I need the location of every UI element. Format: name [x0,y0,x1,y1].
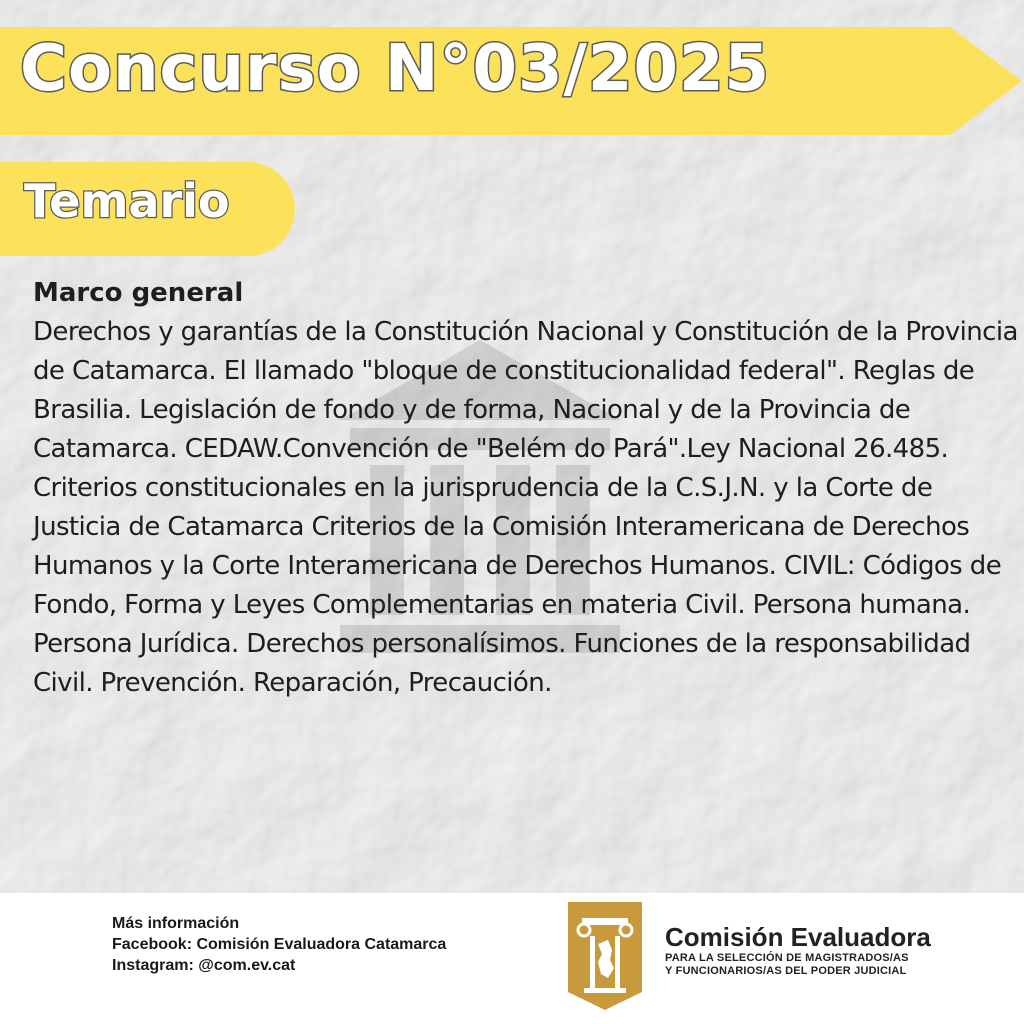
facebook-link[interactable]: Facebook: Comisión Evaluadora Catamarca [112,936,447,953]
section-heading: Marco general [33,278,244,308]
comision-evaluadora-logo-icon [568,902,642,1010]
syllabus-body: Derechos y garantías de la Constitución Nacional y Constitución de la Provincia de Catamarca. El llamado "bloque de constitucionalidad federal". Reglas de Brasilia. Legislación de fondo y de forma, Nacional y de la Provincia de Catamarca. CEDAW.Convención de "Belém do Pará".Ley Nacional 26.485. Criterios constitucionales en la jurisprudencia de la C.S.J.N. y la Corte de Justicia de Catamarca Criterios de la Comisión Interamericana de Derechos Humanos y la Corte Interamericana de Derechos Humanos. CIVIL: Códigos de Fondo, Forma y Leyes Complementarias en materia Civil. Persona humana. Persona Jurídica. Derechos personalísimos. Funciones de la responsabilidad Civil. Prevención. Reparación, Precaución. [33,317,1018,698]
contact-info [112,913,446,976]
info-title: Más información [112,915,240,932]
page-title: Concurso N°03/2025 [20,32,771,106]
instagram-link[interactable]: Instagram: @com.ev.cat [112,957,296,974]
section-subtitle: Temario [24,174,230,228]
organization-name: Comisión Evaluadora [665,922,931,952]
organization-tagline-2: Y FUNCIONARIOS/AS DEL PODER JUDICIAL [665,965,907,977]
organization-block [665,922,931,978]
syllabus-content [33,274,1023,703]
organization-tagline-1: PARA LA SELECCIÓN DE MAGISTRADOS/AS [665,952,909,964]
